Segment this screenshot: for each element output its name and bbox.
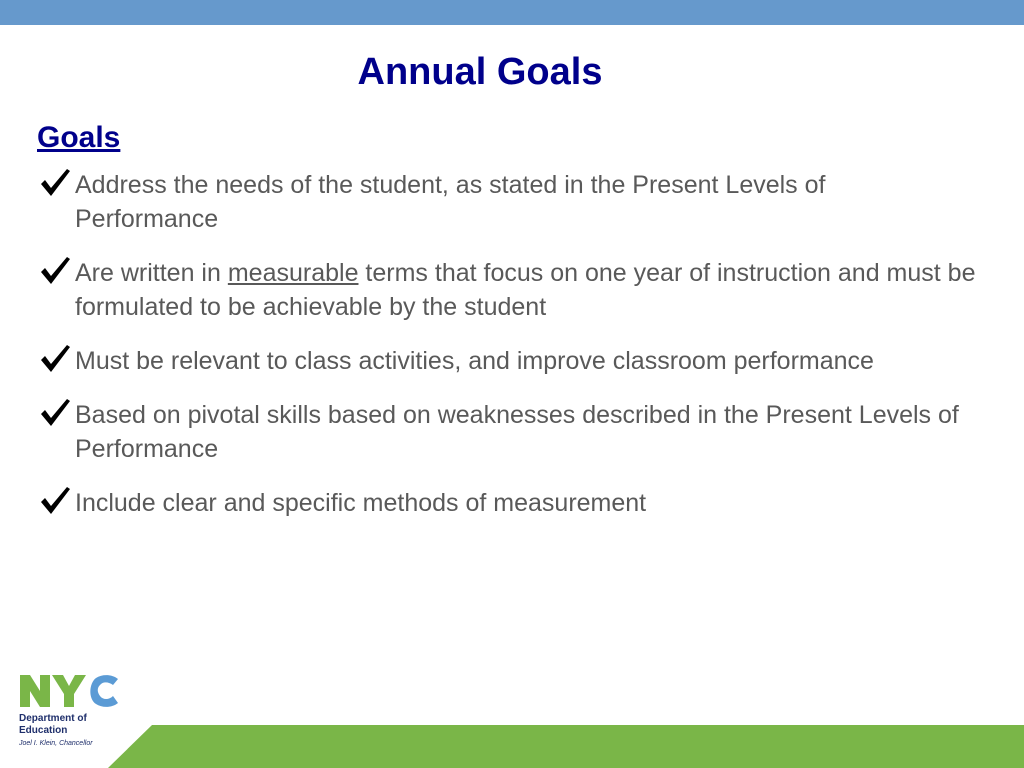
logo-department-text: Department of Education [19,713,87,736]
bullet-text: Must be relevant to class activities, and improve classroom performance [75,347,874,375]
checkmark-icon [38,396,72,430]
bullet-text: Address the needs of the student, as stated in the Present Levels of [75,171,826,199]
bullet-text-cont: terms that focus on one year of instruction and must be formulated to be achievable by the student [75,259,976,321]
checkmark-icon [38,254,72,288]
bullet-emphasis: measurable [227,259,359,287]
checkmark-icon [38,484,72,518]
slide-title: Annual Goals [357,51,603,93]
bullet-item [36,256,1016,324]
bullet-item [36,168,1016,236]
top-banner-bar [0,0,1024,25]
bullet-text: Are written in [75,259,228,287]
bullet-item [36,344,1016,378]
bullet-text: Based on pivotal skills based on weaknesses described in the Present Levels of Performance [75,401,959,463]
checkmark-icon [38,166,72,200]
section-heading: Goals [37,121,121,154]
bullet-item [36,486,1016,520]
nyc-logo-mark [18,673,120,709]
bullet-item [36,398,1016,466]
bullet-list [36,168,1016,540]
footer-green-band [0,725,1024,768]
nyc-doe-logo [18,673,128,753]
checkmark-icon [38,342,72,376]
bullet-text: Include clear and specific methods of measurement [75,489,647,517]
logo-chancellor-text: Joel I. Klein, Chancellor [19,740,93,747]
bullet-text-cont: Performance [75,205,219,233]
